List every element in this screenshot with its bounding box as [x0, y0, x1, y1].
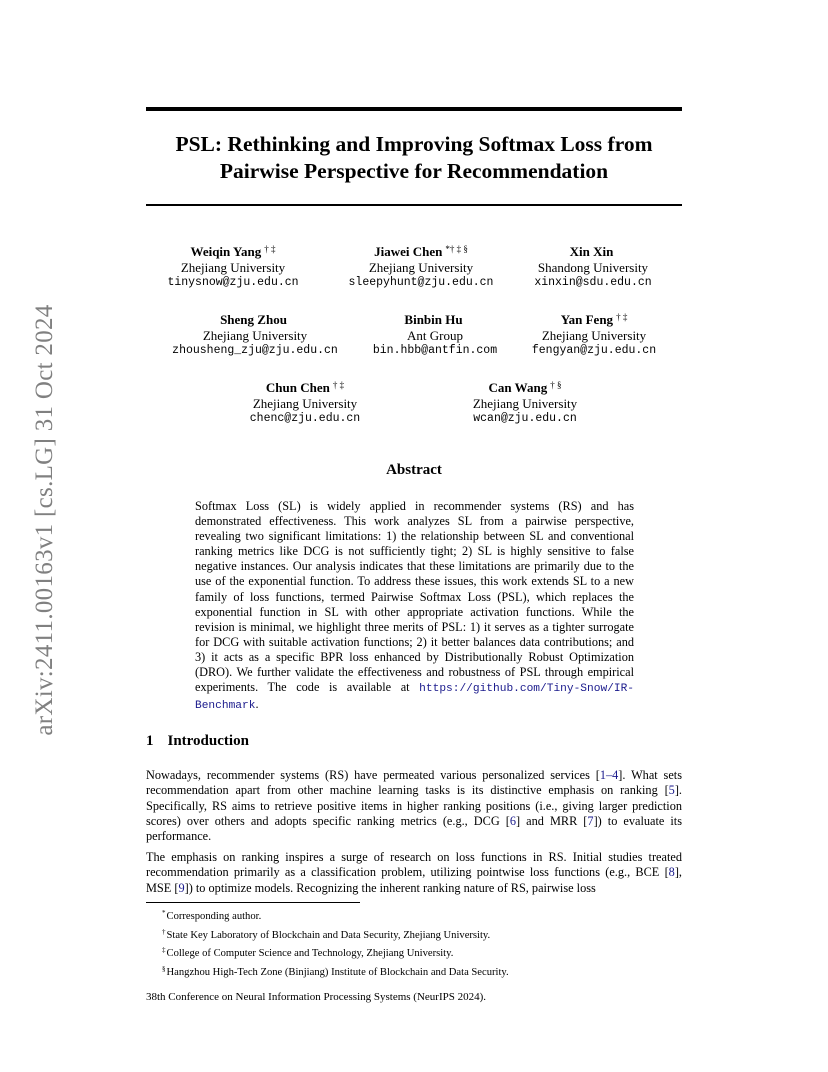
text-run: ] and MRR [: [516, 813, 588, 828]
author-marks: † ‡: [264, 244, 276, 254]
author-affiliation: Ant Group: [407, 327, 463, 343]
author-block: [123, 242, 343, 291]
section-title: Introduction: [167, 733, 249, 749]
footnote: [162, 925, 509, 944]
intro-paragraph-2: [146, 850, 682, 896]
author-block: [484, 310, 704, 359]
author-affiliation: Zhejiang University: [202, 327, 308, 343]
author-affiliation: Zhejiang University: [541, 327, 647, 343]
text-run: ], MSE [: [146, 865, 682, 895]
venue-footer: 38th Conference on Neural Information Processing Systems (NeurIPS 2024).: [146, 991, 487, 1003]
author-name: Sheng Zhou: [220, 312, 287, 327]
abstract-heading: Abstract: [386, 462, 442, 478]
author-block: [483, 242, 703, 291]
author-email[interactable]: chenc@zju.edu.cn: [249, 412, 361, 425]
paper-title: [146, 131, 682, 184]
author-affiliation: Zhejiang University: [252, 395, 358, 411]
author-name: Can Wang: [488, 380, 548, 395]
author-name: Chun Chen: [265, 380, 330, 395]
citation-link[interactable]: 5: [668, 783, 675, 798]
author-name: Jiawei Chen: [374, 244, 443, 259]
citation-link[interactable]: 1–4: [599, 768, 619, 782]
footnote-mark: §: [162, 964, 166, 973]
author-block: [195, 378, 415, 427]
title-top-rule: [146, 107, 682, 111]
footnote-rule: [146, 902, 360, 903]
title-line-2: Pairwise Perspective for Recommendation: [219, 158, 609, 183]
author-name: Weiqin Yang: [190, 244, 262, 259]
author-affiliation: Zhejiang University: [180, 259, 286, 275]
author-name: Binbin Hu: [404, 312, 463, 327]
author-email[interactable]: xinxin@sdu.edu.cn: [534, 276, 652, 289]
section-heading: [146, 733, 249, 750]
author-marks: † §: [550, 380, 562, 390]
footnote-text: State Key Laboratory of Blockchain and Data Security, Zhejiang University.: [166, 929, 491, 941]
footnote: [162, 906, 509, 925]
text-run: Nowadays, recommender systems (RS) have permeated various personalized services [: [146, 768, 600, 782]
author-block: [415, 378, 635, 427]
footnote: [162, 962, 509, 981]
footnote-mark: †: [162, 927, 166, 936]
author-email[interactable]: fengyan@zju.edu.cn: [531, 344, 657, 357]
abstract-text: Softmax Loss (SL) is widely applied in recommender systems (RS) and has demonstrated effectiveness. This work analyzes SL from a pairwise perspective, revealing two significant limitations: 1) the relationship between SL and conventional ranking metrics like DCG is not sufficiently tight; 2) SL is highly sensitive to false negative instances. Our analysis indicates that these limitations are primarily due to the use of the exponential function. To address these issues, this work extends SL to a new family of loss functions, termed Pairwise Softmax Loss (PSL), which replaces the exponential function in SL with other appropriate activation functions. While the revision is minimal, we highlight three merits of PSL: 1) it serves as a tighter surrogate for DCG with suitable activation functions; 2) it better balances data contributions; and 3) it acts as a specific BPR loss enhanced by Distributionally Robust Optimization (DRO). We further validate the effectiveness and robustness of PSL through empirical experiments. The code is available at: [195, 499, 634, 695]
author-affiliation: Zhejiang University: [472, 395, 578, 411]
citation-link[interactable]: 7: [587, 813, 594, 828]
text-run: The emphasis on ranking inspires a surge of research on loss functions in RS. Initial studies treated recommendation primarily as a classification problem, utilizing pointwise loss functions (e.g., BCE [: [146, 850, 682, 880]
author-marks: † ‡: [616, 312, 628, 322]
code-link[interactable]: https://github.com/Tiny-Snow/IR-Benchmark: [195, 683, 635, 713]
arxiv-identifier: arXiv:2411.00163v1 [cs.LG] 31 Oct 2024: [31, 304, 58, 736]
author-marks: † ‡: [332, 380, 345, 390]
author-name: Xin Xin: [569, 244, 614, 259]
abstract-body: [195, 499, 634, 714]
author-affiliation: Zhejiang University: [368, 259, 474, 275]
section-number: 1: [146, 733, 154, 749]
footnote-mark: *: [162, 909, 166, 917]
footnote: [162, 943, 509, 962]
author-email[interactable]: bin.hbb@antfin.com: [372, 344, 498, 357]
title-line-1: PSL: Rethinking and Improving Softmax Loss from: [175, 132, 653, 156]
author-affiliation: Shandong University: [537, 259, 649, 275]
author-email[interactable]: zhousheng_zju@zju.edu.cn: [172, 344, 338, 357]
text-run: ]) to optimize models. Recognizing the inherent ranking nature of RS, pairwise loss: [184, 880, 596, 895]
footnote-text: Corresponding author.: [166, 911, 262, 922]
author-email[interactable]: sleepyhunt@zju.edu.cn: [348, 276, 494, 289]
author-marks: *† ‡ §: [445, 244, 468, 254]
citation-link[interactable]: 6: [509, 813, 517, 828]
text-run: ]. What sets recommendation apart from other machine learning tasks is its distinctive emphasis on ranking [: [146, 768, 682, 798]
footnote-text: Hangzhou High-Tech Zone (Binjiang) Institute of Blockchain and Data Security.: [166, 966, 509, 978]
abstract-end: .: [255, 697, 259, 712]
citation-link[interactable]: 9: [178, 880, 185, 895]
footnote-text: College of Computer Science and Technology, Zhejiang University.: [166, 948, 454, 959]
author-name: Yan Feng: [560, 312, 614, 327]
intro-paragraph-1: [146, 768, 682, 844]
text-run: ]) to evaluate its performance.: [146, 813, 682, 844]
footnote-mark: ‡: [162, 946, 166, 954]
title-bottom-rule: [146, 204, 682, 206]
text-run: ]. Specifically, RS aims to retrieve positive items in higher ranking positions (i.e., giving larger prediction scores) over others and adopts specific ranking metrics (e.g., DCG [: [146, 783, 682, 828]
citation-link[interactable]: 8: [668, 865, 675, 880]
author-email[interactable]: tinysnow@zju.edu.cn: [167, 276, 299, 289]
author-email[interactable]: wcan@zju.edu.cn: [473, 412, 577, 425]
footnotes: [162, 906, 509, 980]
